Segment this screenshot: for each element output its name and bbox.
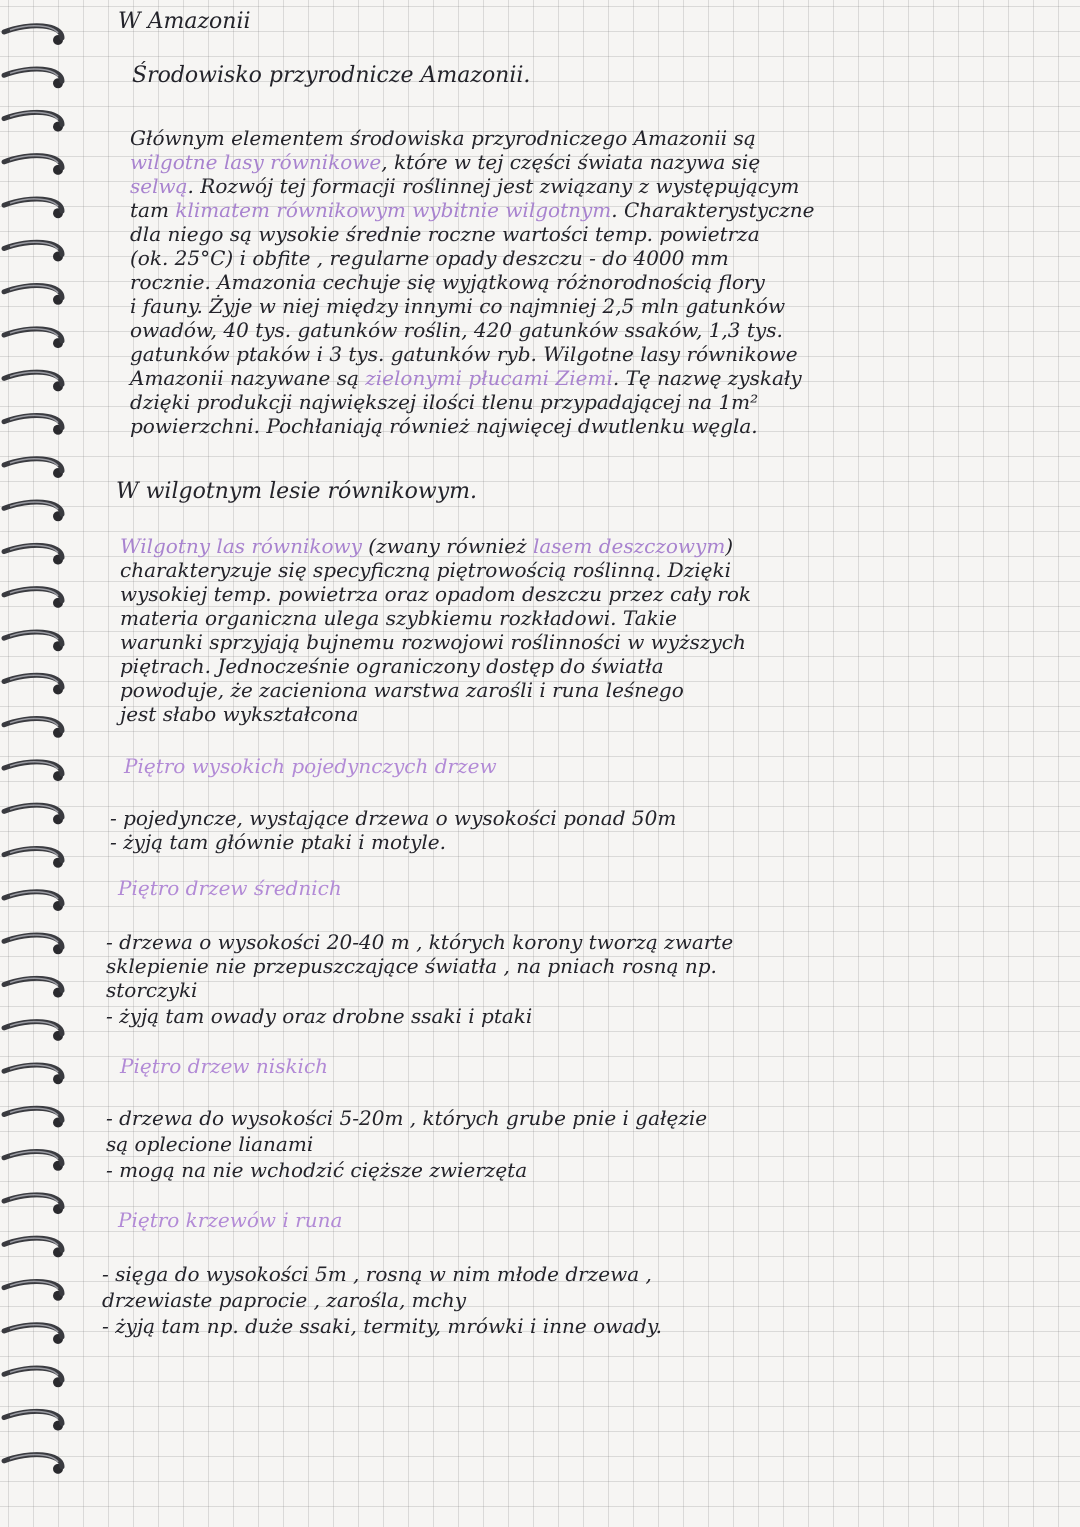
spiral-ring	[4, 502, 62, 514]
paragraph-line: gatunków ptaków i 3 tys. gatunków ryb. Wilgotne lasy równikowe	[130, 342, 798, 366]
spiral-ring	[4, 286, 62, 298]
bullet-line: drzewiaste paprocie , zarośla, mchy	[102, 1288, 467, 1312]
paragraph-line: powierzchni. Pochłaniają również najwięcej dwutlenku węgla.	[130, 414, 758, 438]
spiral-ring	[4, 1022, 62, 1034]
paragraph-line: charakteryzuje się specyficzną piętrowością roślinną. Dzięki	[120, 558, 732, 582]
spiral-ring	[4, 372, 62, 384]
highlight-term: klimatem równikowym wybitnie wilgotnym	[175, 198, 612, 222]
spiral-ring	[4, 848, 62, 860]
spiral-ring	[4, 156, 62, 168]
spiral-ring	[4, 935, 62, 947]
spiral-ring	[4, 199, 62, 211]
spiral-ring	[4, 589, 62, 601]
spiral-ring	[4, 1368, 62, 1380]
paragraph-line: Głównym elementem środowiska przyrodniczego Amazonii są	[130, 126, 756, 150]
layer-heading-emergent: Piętro wysokich pojedynczych drzew	[124, 754, 497, 778]
highlight-term: Wilgotny las równikowy	[120, 534, 362, 558]
bullet-line: są oplecione lianami	[106, 1132, 314, 1156]
page-title: W Amazonii	[118, 9, 251, 34]
spiral-ring	[4, 1455, 62, 1467]
paragraph-line: rocznie. Amazonia cechuje się wyjątkową różnorodnością flory	[130, 270, 765, 294]
bullet-line: - pojedyncze, wystające drzewa o wysokości ponad 50m	[110, 806, 677, 830]
paragraph-line: wilgotne lasy równikowe, które w tej części świata nazywa się	[130, 150, 761, 174]
paragraph-line: wysokiej temp. powietrza oraz opadom deszczu przez cały rok	[120, 582, 751, 606]
spiral-ring	[4, 1152, 62, 1164]
bullet-line: - żyją tam głównie ptaki i motyle.	[110, 830, 446, 854]
paragraph-line: dzięki produkcji największej ilości tlenu przypadającej na 1m²	[130, 390, 759, 414]
paragraph-line: selwą. Rozwój tej formacji roślinnej jest związany z występującym	[130, 174, 800, 198]
spiral-ring	[4, 1281, 62, 1293]
spiral-ring	[4, 1325, 62, 1337]
bullet-line: - mogą na nie wchodzić cięższe zwierzęta	[106, 1158, 528, 1182]
spiral-ring	[4, 719, 62, 731]
spiral-ring	[4, 26, 62, 38]
bullet-line: - żyją tam np. duże ssaki, termity, mrówki i inne owady.	[102, 1314, 662, 1338]
spiral-ring	[4, 459, 62, 471]
bullet-line: sklepienie nie przepuszczające światła , na pniach rosną np.	[106, 954, 717, 978]
section-heading-environment: Środowisko przyrodnicze Amazonii.	[132, 63, 531, 88]
spiral-ring	[4, 545, 62, 557]
spiral-ring	[4, 762, 62, 774]
layer-heading-shrub: Piętro krzewów i runa	[118, 1208, 343, 1232]
section-heading-rainforest: W wilgotnym lesie równikowym.	[116, 479, 478, 504]
highlight-term: wilgotne lasy równikowe	[130, 150, 382, 174]
spiral-ring	[4, 1195, 62, 1207]
highlight-term: zielonymi płucami Ziemi	[365, 366, 613, 390]
spiral-ring	[4, 978, 62, 990]
paragraph-line: Amazonii nazywane są zielonymi płucami Ziemi. Tę nazwę zyskały	[130, 366, 802, 390]
spiral-binding	[0, 0, 80, 1527]
highlight-term: lasem deszczowym	[532, 534, 726, 558]
bullet-line: - drzewa do wysokości 5-20m , których grube pnie i gałęzie	[106, 1106, 708, 1130]
paragraph-line: warunki sprzyjają bujnemu rozwojowi roślinności w wyższych	[120, 630, 746, 654]
paragraph-line: i fauny. Żyje w niej między innymi co najmniej 2,5 mln gatunków	[130, 294, 786, 318]
paragraph-line: Wilgotny las równikowy (zwany również lasem deszczowym)	[120, 534, 734, 558]
spiral-ring	[4, 805, 62, 817]
spiral-ring	[4, 1108, 62, 1120]
paragraph-line: powoduje, że zacieniona warstwa zarośli i runa leśnego	[120, 678, 684, 702]
bullet-line: - drzewa o wysokości 20-40 m , których korony tworzą zwarte	[106, 930, 734, 954]
paragraph-line: (ok. 25°C) i obfite , regularne opady deszczu - do 4000 mm	[130, 246, 729, 270]
bullet-line: storczyki	[106, 978, 198, 1002]
spiral-ring	[4, 1065, 62, 1077]
paragraph-line: jest słabo wykształcona	[120, 702, 359, 726]
spiral-ring	[4, 675, 62, 687]
layer-heading-canopy: Piętro drzew średnich	[118, 876, 342, 900]
paragraph-line: tam klimatem równikowym wybitnie wilgotnym. Charakterystyczne	[130, 198, 815, 222]
spiral-ring	[4, 69, 62, 81]
bullet-line: - żyją tam owady oraz drobne ssaki i ptaki	[106, 1004, 533, 1028]
spiral-ring	[4, 1238, 62, 1250]
spiral-ring	[4, 632, 62, 644]
spiral-ring	[4, 892, 62, 904]
highlight-term: selwą	[130, 174, 188, 198]
paragraph-line: piętrach. Jednocześnie ograniczony dostęp do światła	[120, 654, 664, 678]
paragraph-line: dla niego są wysokie średnie roczne wartości temp. powietrza	[130, 222, 760, 246]
spiral-ring	[4, 112, 62, 124]
paragraph-line: owadów, 40 tys. gatunków roślin, 420 gatunków ssaków, 1,3 tys.	[130, 318, 783, 342]
notes-content	[100, 0, 1060, 1527]
bullet-line: - sięga do wysokości 5m , rosną w nim młode drzewa ,	[102, 1262, 652, 1286]
spiral-ring	[4, 415, 62, 427]
spiral-ring	[4, 329, 62, 341]
spiral-ring	[4, 242, 62, 254]
paragraph-line: materia organiczna ulega szybkiemu rozkładowi. Takie	[120, 606, 677, 630]
spiral-ring	[4, 1411, 62, 1423]
layer-heading-understory: Piętro drzew niskich	[120, 1054, 329, 1078]
